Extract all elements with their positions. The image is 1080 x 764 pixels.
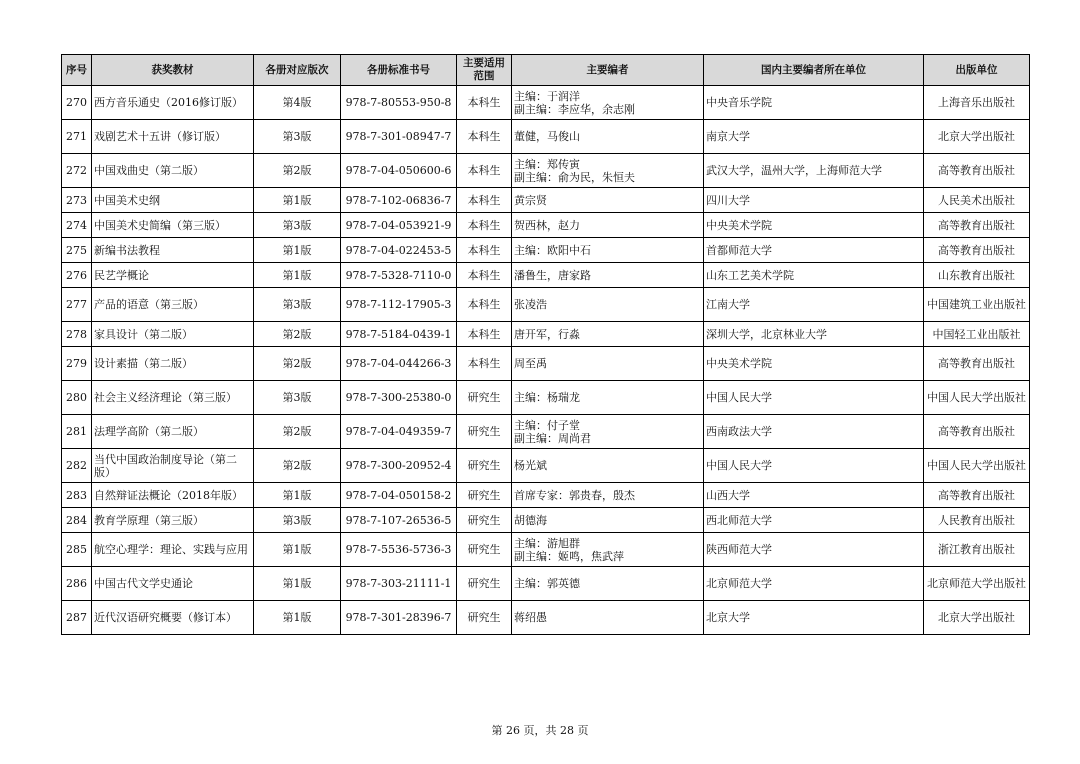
- editor-line: 周至禹: [514, 357, 547, 370]
- row-number-cell: 287: [62, 601, 92, 635]
- editor-line: 蒋绍愚: [514, 611, 547, 624]
- header-unit: 国内主要编者所在单位: [704, 55, 924, 86]
- table-row: [62, 567, 1030, 601]
- textbook-title-cell: 西方音乐通史（2016修订版）: [92, 86, 254, 120]
- editor-line: 主编：于润洋: [514, 89, 580, 103]
- row-number-cell: 270: [62, 86, 92, 120]
- table-row: [62, 213, 1030, 238]
- textbook-title-cell: 法理学高阶（第二版）: [92, 415, 254, 449]
- textbook-title-cell: 中国美术史简编（第三版）: [92, 213, 254, 238]
- table-row: [62, 381, 1030, 415]
- editor-unit-cell: 中央美术学院: [704, 213, 924, 238]
- editors-cell: [512, 288, 704, 322]
- table-row: [62, 483, 1030, 508]
- edition-cell: 第3版: [254, 381, 341, 415]
- editors-cell: [512, 188, 704, 213]
- scope-cell: 研究生: [457, 483, 512, 508]
- editor-unit-cell: 山东工艺美术学院: [704, 263, 924, 288]
- row-number-cell: 271: [62, 120, 92, 154]
- editor-line: 张凌浩: [514, 298, 547, 311]
- scope-cell: 本科生: [457, 347, 512, 381]
- textbook-title-cell: 近代汉语研究概要（修订本）: [92, 601, 254, 635]
- edition-cell: 第1版: [254, 567, 341, 601]
- table-row: [62, 263, 1030, 288]
- editors-cell: [512, 415, 704, 449]
- editors-cell: [512, 381, 704, 415]
- editor-line: 副主编：俞为民，朱恒夫: [514, 170, 635, 184]
- editors-cell: [512, 322, 704, 347]
- isbn-cell: 978-7-04-049359-7: [341, 415, 457, 449]
- scope-cell: 本科生: [457, 238, 512, 263]
- edition-cell: 第1版: [254, 263, 341, 288]
- publisher-cell: 高等教育出版社: [924, 483, 1030, 508]
- editors-cell: [512, 449, 704, 483]
- isbn-cell: 978-7-5328-7110-0: [341, 263, 457, 288]
- isbn-cell: 978-7-300-20952-4: [341, 449, 457, 483]
- textbook-title-cell: 自然辩证法概论（2018年版）: [92, 483, 254, 508]
- edition-cell: 第2版: [254, 449, 341, 483]
- editor-unit-cell: 中国人民大学: [704, 449, 924, 483]
- textbook-title-cell: 中国戏曲史（第二版）: [92, 154, 254, 188]
- editor-line: 副主编：周尚君: [514, 431, 591, 445]
- isbn-cell: 978-7-04-053921-9: [341, 213, 457, 238]
- textbook-title-cell: 戏剧艺术十五讲（修订版）: [92, 120, 254, 154]
- textbook-title-cell: 产品的语意（第三版）: [92, 288, 254, 322]
- award-table: [61, 54, 1030, 635]
- textbook-title-cell: 设计素描（第二版）: [92, 347, 254, 381]
- scope-cell: 本科生: [457, 154, 512, 188]
- table-row: [62, 120, 1030, 154]
- editor-unit-cell: 陕西师范大学: [704, 533, 924, 567]
- header-isbn: 各册标准书号: [341, 55, 457, 86]
- table-row: [62, 347, 1030, 381]
- textbook-title-cell: 教育学原理（第三版）: [92, 508, 254, 533]
- editors-cell: [512, 601, 704, 635]
- table-row: [62, 238, 1030, 263]
- scope-cell: 研究生: [457, 449, 512, 483]
- row-number-cell: 275: [62, 238, 92, 263]
- isbn-cell: 978-7-04-050158-2: [341, 483, 457, 508]
- scope-cell: 研究生: [457, 508, 512, 533]
- editor-unit-cell: 深圳大学，北京林业大学: [704, 322, 924, 347]
- edition-cell: 第1版: [254, 601, 341, 635]
- header-title: 获奖教材: [92, 55, 254, 86]
- publisher-cell: 上海音乐出版社: [924, 86, 1030, 120]
- editor-line: 主编：欧阳中石: [514, 243, 591, 257]
- header-no: 序号: [62, 55, 92, 86]
- editor-line: 首席专家：郭贵春，殷杰: [514, 488, 635, 502]
- row-number-cell: 279: [62, 347, 92, 381]
- edition-cell: 第1版: [254, 238, 341, 263]
- editors-cell: [512, 263, 704, 288]
- table-row: [62, 188, 1030, 213]
- isbn-cell: 978-7-04-050600-6: [341, 154, 457, 188]
- isbn-cell: 978-7-04-022453-5: [341, 238, 457, 263]
- publisher-cell: 北京大学出版社: [924, 120, 1030, 154]
- editor-line: 主编：杨瑞龙: [514, 391, 580, 404]
- isbn-cell: 978-7-300-25380-0: [341, 381, 457, 415]
- table-row: [62, 322, 1030, 347]
- scope-cell: 本科生: [457, 86, 512, 120]
- scope-cell: 研究生: [457, 533, 512, 567]
- row-number-cell: 280: [62, 381, 92, 415]
- row-number-cell: 282: [62, 449, 92, 483]
- editors-cell: [512, 567, 704, 601]
- publisher-cell: 山东教育出版社: [924, 263, 1030, 288]
- scope-cell: 本科生: [457, 288, 512, 322]
- editor-line: 主编：郭英德: [514, 577, 580, 590]
- scope-cell: 本科生: [457, 263, 512, 288]
- table-row: [62, 449, 1030, 483]
- edition-cell: 第3版: [254, 213, 341, 238]
- publisher-cell: 高等教育出版社: [924, 415, 1030, 449]
- editors-cell: [512, 508, 704, 533]
- edition-cell: 第3版: [254, 288, 341, 322]
- edition-cell: 第1版: [254, 483, 341, 508]
- edition-cell: 第3版: [254, 508, 341, 533]
- header-scope: 主要适用范围: [457, 55, 512, 86]
- editor-line: 唐开军，行淼: [514, 327, 580, 341]
- editor-line: 贺西林，赵力: [514, 218, 580, 232]
- row-number-cell: 281: [62, 415, 92, 449]
- scope-cell: 本科生: [457, 213, 512, 238]
- row-number-cell: 284: [62, 508, 92, 533]
- publisher-cell: 高等教育出版社: [924, 238, 1030, 263]
- header-publisher: 出版单位: [924, 55, 1030, 86]
- scope-cell: 本科生: [457, 120, 512, 154]
- editors-cell: [512, 213, 704, 238]
- textbook-title-cell: 新编书法教程: [92, 238, 254, 263]
- editor-unit-cell: 中央美术学院: [704, 347, 924, 381]
- header-edition: 各册对应版次: [254, 55, 341, 86]
- editors-cell: [512, 238, 704, 263]
- editor-line: 主编：郑传寅: [514, 157, 580, 171]
- editor-unit-cell: 西南政法大学: [704, 415, 924, 449]
- editor-unit-cell: 山西大学: [704, 483, 924, 508]
- editor-line: 黄宗贤: [514, 193, 547, 207]
- editor-unit-cell: 首都师范大学: [704, 238, 924, 263]
- table-row: [62, 601, 1030, 635]
- table-row: [62, 154, 1030, 188]
- editors-cell: [512, 86, 704, 120]
- editor-unit-cell: 中国人民大学: [704, 381, 924, 415]
- table-body: [62, 86, 1030, 635]
- editor-line: 副主编：姬鸣，焦武萍: [514, 549, 624, 563]
- table-row: [62, 288, 1030, 322]
- edition-cell: 第2版: [254, 154, 341, 188]
- editor-unit-cell: 武汉大学，温州大学，上海师范大学: [704, 154, 924, 188]
- publisher-cell: 中国人民大学出版社: [924, 381, 1030, 415]
- editor-unit-cell: 西北师范大学: [704, 508, 924, 533]
- editor-line: 主编：付子堂: [514, 418, 580, 432]
- editor-line: 副主编：李应华，余志刚: [514, 102, 635, 116]
- table-row: [62, 508, 1030, 533]
- editors-cell: [512, 347, 704, 381]
- edition-cell: 第2版: [254, 322, 341, 347]
- isbn-cell: 978-7-112-17905-3: [341, 288, 457, 322]
- scope-cell: 研究生: [457, 567, 512, 601]
- edition-cell: 第4版: [254, 86, 341, 120]
- editor-line: 杨光斌: [514, 459, 547, 472]
- editor-unit-cell: 四川大学: [704, 188, 924, 213]
- scope-cell: 本科生: [457, 188, 512, 213]
- row-number-cell: 278: [62, 322, 92, 347]
- isbn-cell: 978-7-107-26536-5: [341, 508, 457, 533]
- textbook-title-cell: 家具设计（第二版）: [92, 322, 254, 347]
- scope-cell: 研究生: [457, 381, 512, 415]
- editors-cell: [512, 154, 704, 188]
- editor-unit-cell: 北京大学: [704, 601, 924, 635]
- editors-cell: [512, 533, 704, 567]
- publisher-cell: 中国人民大学出版社: [924, 449, 1030, 483]
- edition-cell: 第1版: [254, 533, 341, 567]
- row-number-cell: 286: [62, 567, 92, 601]
- row-number-cell: 285: [62, 533, 92, 567]
- textbook-title-cell: 航空心理学：理论、实践与应用: [92, 533, 254, 567]
- publisher-cell: 北京师范大学出版社: [924, 567, 1030, 601]
- editor-unit-cell: 中央音乐学院: [704, 86, 924, 120]
- scope-cell: 本科生: [457, 322, 512, 347]
- isbn-cell: 978-7-80553-950-8: [341, 86, 457, 120]
- editor-line: 胡德海: [514, 513, 547, 527]
- publisher-cell: 高等教育出版社: [924, 347, 1030, 381]
- edition-cell: 第2版: [254, 347, 341, 381]
- textbook-title-cell: 中国古代文学史通论: [92, 567, 254, 601]
- scope-cell: 研究生: [457, 415, 512, 449]
- publisher-cell: 人民美术出版社: [924, 188, 1030, 213]
- scope-cell: 研究生: [457, 601, 512, 635]
- editors-cell: [512, 120, 704, 154]
- isbn-cell: 978-7-301-28396-7: [341, 601, 457, 635]
- editors-cell: [512, 483, 704, 508]
- editor-unit-cell: 北京师范大学: [704, 567, 924, 601]
- isbn-cell: 978-7-5536-5736-3: [341, 533, 457, 567]
- editor-line: 潘鲁生，唐家路: [514, 268, 591, 282]
- page-footer: 第 26 页，共 28 页: [491, 724, 589, 737]
- header-editors: 主要编者: [512, 55, 704, 86]
- table-row: [62, 533, 1030, 567]
- isbn-cell: 978-7-301-08947-7: [341, 120, 457, 154]
- isbn-cell: 978-7-303-21111-1: [341, 567, 457, 601]
- editor-line: 主编：游旭群: [514, 536, 580, 550]
- textbook-title-cell: 当代中国政治制度导论（第二版）: [92, 449, 254, 483]
- table-row: [62, 86, 1030, 120]
- publisher-cell: 浙江教育出版社: [924, 533, 1030, 567]
- row-number-cell: 273: [62, 188, 92, 213]
- editor-unit-cell: 江南大学: [704, 288, 924, 322]
- publisher-cell: 中国建筑工业出版社: [924, 288, 1030, 322]
- publisher-cell: 人民教育出版社: [924, 508, 1030, 533]
- isbn-cell: 978-7-5184-0439-1: [341, 322, 457, 347]
- row-number-cell: 283: [62, 483, 92, 508]
- publisher-cell: 高等教育出版社: [924, 154, 1030, 188]
- editor-unit-cell: 南京大学: [704, 120, 924, 154]
- header-row: [62, 55, 1030, 86]
- row-number-cell: 274: [62, 213, 92, 238]
- table-row: [62, 415, 1030, 449]
- row-number-cell: 272: [62, 154, 92, 188]
- row-number-cell: 276: [62, 263, 92, 288]
- editor-line: 董健，马俊山: [514, 130, 580, 143]
- textbook-title-cell: 社会主义经济理论（第三版）: [92, 381, 254, 415]
- publisher-cell: 北京大学出版社: [924, 601, 1030, 635]
- publisher-cell: 中国轻工业出版社: [924, 322, 1030, 347]
- edition-cell: 第1版: [254, 188, 341, 213]
- edition-cell: 第2版: [254, 415, 341, 449]
- textbook-title-cell: 中国美术史纲: [92, 188, 254, 213]
- edition-cell: 第3版: [254, 120, 341, 154]
- isbn-cell: 978-7-04-044266-3: [341, 347, 457, 381]
- award-table-container: [61, 54, 1030, 635]
- isbn-cell: 978-7-102-06836-7: [341, 188, 457, 213]
- publisher-cell: 高等教育出版社: [924, 213, 1030, 238]
- row-number-cell: 277: [62, 288, 92, 322]
- textbook-title-cell: 民艺学概论: [92, 263, 254, 288]
